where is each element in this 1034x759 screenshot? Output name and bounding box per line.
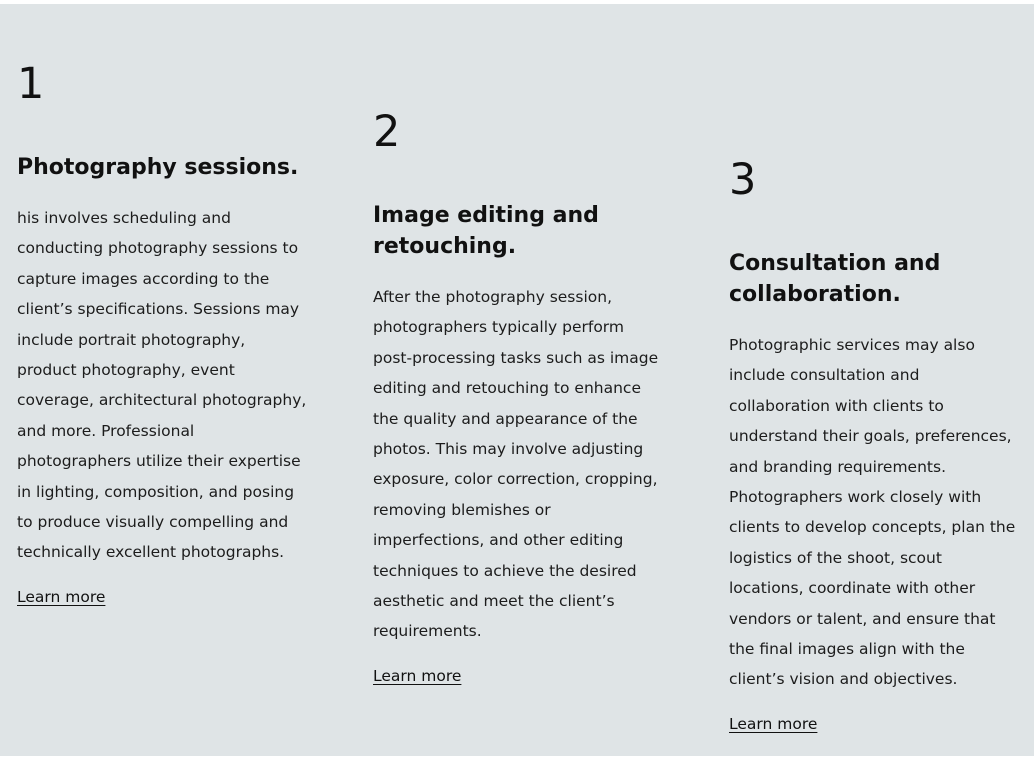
service-title: Image editing and retouching. <box>373 203 599 259</box>
step-number: 3 <box>729 155 757 205</box>
service-card-consultation <box>729 156 1019 735</box>
service-card-photography-sessions <box>17 60 307 608</box>
service-title: Consultation and collaboration. <box>729 251 941 307</box>
learn-more-link[interactable]: Learn more <box>373 666 462 685</box>
service-description: Photographic services may also include consultation and collaboration with clients to understand their goals, preferences, and branding requirements. Photographers work closely with clients to develop concepts, plan the logistics of the shoot, scout locations, coordinate with other vendors or talent, and ensure that the final images align with the client’s vision and objectives. <box>729 336 1016 689</box>
services-section <box>0 4 1034 756</box>
step-number: 1 <box>17 59 45 109</box>
service-card-image-editing <box>373 108 663 687</box>
service-title: Photography sessions. <box>17 155 299 180</box>
step-number: 2 <box>373 107 401 157</box>
learn-more-link[interactable]: Learn more <box>17 587 106 606</box>
service-description: After the photography session, photographers typically perform post-processing tasks such as image editing and retouching to enhance the quality and appearance of the photos. This may involve adjusting exposure, color correction, cropping, removing blemishes or imperfections, and other editing techniques to achieve the desired aesthetic and meet the client’s requirements. <box>373 288 659 641</box>
service-description: his involves scheduling and conducting photography sessions to capture images according to the client’s specifications. Sessions may include portrait photography, product photography, event coverage, architectural photography, and more. Professional photographers utilize their expertise in lighting, composition, and posing to produce visually compelling and technically excellent photographs. <box>17 209 307 562</box>
learn-more-link[interactable]: Learn more <box>729 714 818 733</box>
